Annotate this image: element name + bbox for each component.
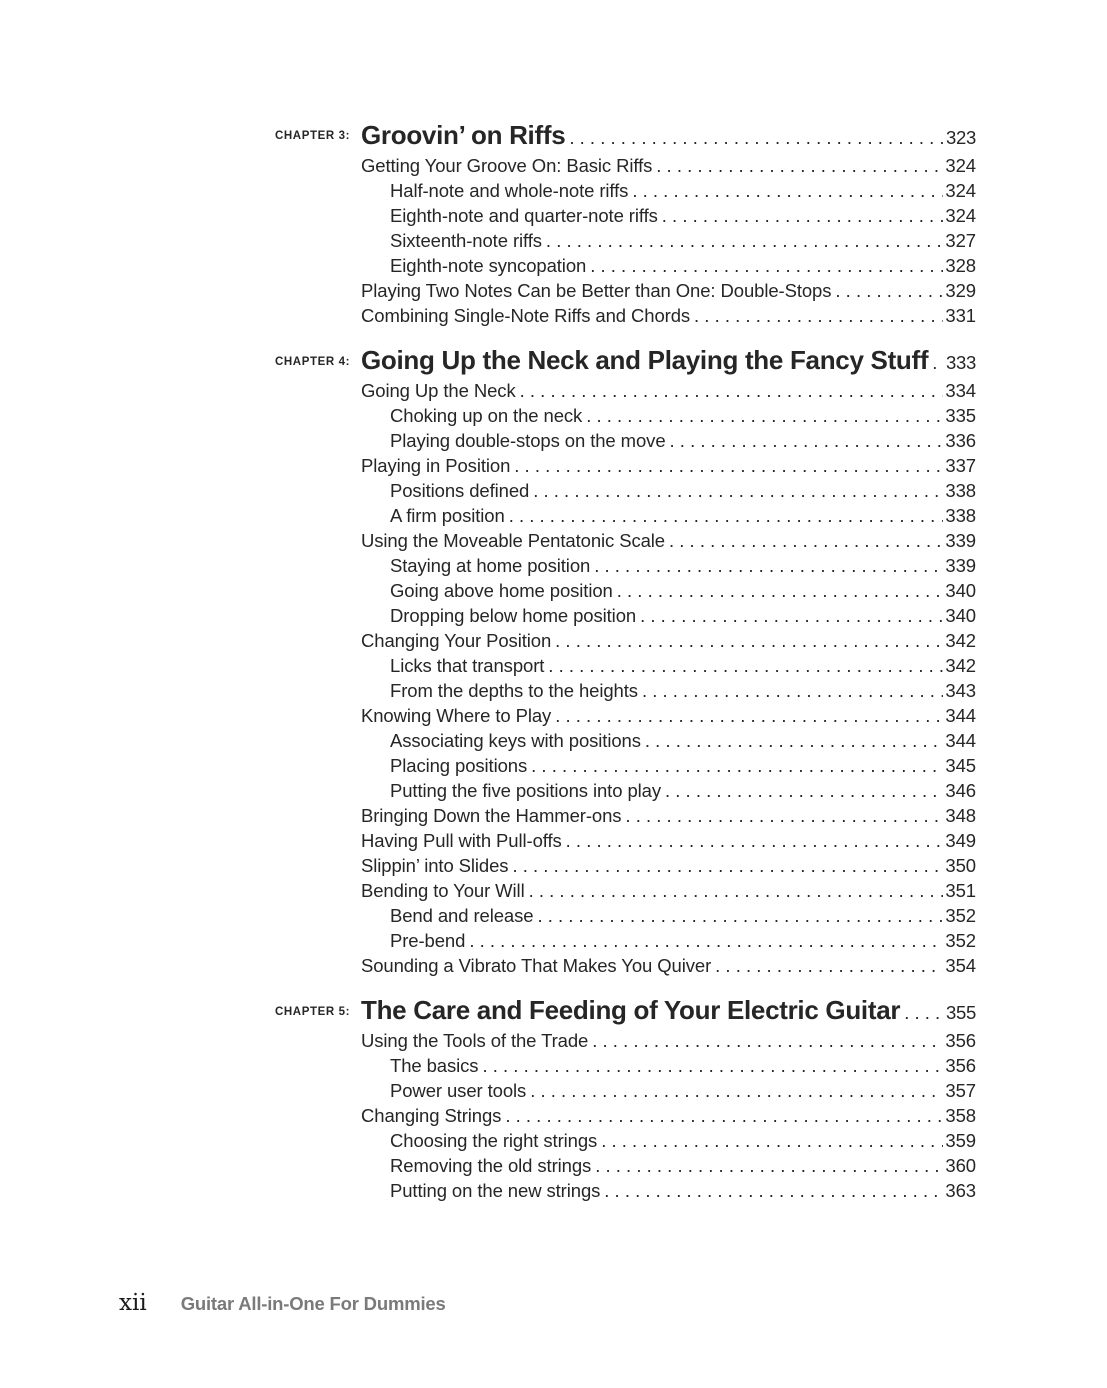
toc-entry[interactable] — [361, 528, 976, 553]
dot-leader — [525, 878, 944, 903]
toc-entry[interactable] — [361, 628, 976, 653]
chapter-label: CHAPTER 3: — [275, 130, 351, 142]
entry-title: Dropping below home position — [390, 605, 637, 626]
toc-subentry[interactable] — [390, 778, 976, 803]
dot-leader — [465, 928, 943, 953]
toc-subentry[interactable] — [390, 653, 976, 678]
dot-leader — [628, 178, 943, 203]
page-number: 344 — [945, 705, 976, 726]
toc-subentry[interactable] — [390, 178, 976, 203]
page-number: 329 — [945, 280, 976, 301]
toc-subentry[interactable] — [390, 478, 976, 503]
toc-entry[interactable] — [361, 278, 976, 303]
toc-subentry[interactable] — [390, 403, 976, 428]
dot-leader — [516, 378, 944, 403]
entry-title: Putting on the new strings — [390, 1180, 601, 1201]
entry-title: The basics — [390, 1055, 479, 1076]
dot-leader — [665, 528, 943, 553]
toc-entry[interactable] — [361, 453, 976, 478]
entry-title: Eighth-note syncopation — [390, 255, 587, 276]
page-number: 339 — [945, 555, 976, 576]
toc-subentry[interactable] — [390, 1153, 976, 1178]
entry-title: Going Up the Neck — [361, 380, 516, 401]
toc-entry[interactable] — [361, 1103, 976, 1128]
dot-leader — [542, 228, 944, 253]
page-number: 333 — [946, 352, 976, 373]
entry-title: Bending to Your Will — [361, 880, 525, 901]
toc-entry[interactable] — [361, 153, 976, 178]
entry-title: From the depths to the heights — [390, 680, 638, 701]
dot-leader — [928, 346, 944, 377]
dot-leader — [690, 303, 943, 328]
dot-leader — [501, 1103, 943, 1128]
entry-title: Pre-bend — [390, 930, 466, 951]
entry-title: Associating keys with positions — [390, 730, 641, 751]
toc-subentry[interactable] — [390, 928, 976, 953]
dot-leader — [562, 828, 944, 853]
page-number: 356 — [945, 1055, 976, 1076]
entry-title: Getting Your Groove On: Basic Riffs — [361, 155, 653, 176]
entry-title: Playing double-stops on the move — [390, 430, 666, 451]
toc-entry[interactable] — [361, 703, 976, 728]
page-number: 363 — [945, 1180, 976, 1201]
dot-leader — [652, 153, 943, 178]
entry-title: Going above home position — [390, 580, 613, 601]
dot-leader — [478, 1053, 943, 1078]
dot-leader — [621, 803, 943, 828]
toc-subentry[interactable] — [390, 1053, 976, 1078]
entry-title: Bend and release — [390, 905, 534, 926]
chapter-title: The Care and Feeding of Your Electric Guitar — [361, 995, 901, 1025]
chapter-title: Groovin’ on Riffs — [361, 120, 566, 150]
toc-entry[interactable] — [361, 303, 976, 328]
page-number: 340 — [945, 605, 976, 626]
entry-title: Eighth-note and quarter-note riffs — [390, 205, 658, 226]
page-number: 336 — [945, 430, 976, 451]
toc-entry[interactable] — [361, 1028, 976, 1053]
entry-title: Positions defined — [390, 480, 530, 501]
dot-leader — [661, 778, 943, 803]
dot-leader — [597, 1128, 943, 1153]
toc-entry[interactable] — [361, 378, 976, 403]
entry-title: Sixteenth-note riffs — [390, 230, 542, 251]
dot-leader — [613, 578, 944, 603]
entry-title: Removing the old strings — [390, 1155, 592, 1176]
page-number: 350 — [945, 855, 976, 876]
dot-leader — [529, 478, 943, 503]
toc-entry[interactable] — [361, 803, 976, 828]
page-number: 355 — [946, 1002, 976, 1023]
page-number: 342 — [945, 630, 976, 651]
entry-title: Choking up on the neck — [390, 405, 583, 426]
dot-leader — [658, 203, 944, 228]
toc-entry[interactable] — [361, 853, 976, 878]
dot-leader — [590, 553, 943, 578]
entry-title: Combining Single-Note Riffs and Chords — [361, 305, 691, 326]
dot-leader — [544, 653, 943, 678]
toc-subentry[interactable] — [390, 753, 976, 778]
page-number: 345 — [945, 755, 976, 776]
entry-title: Playing in Position — [361, 455, 511, 476]
toc-entry[interactable] — [361, 828, 976, 853]
toc-subentry[interactable] — [390, 503, 976, 528]
dot-leader — [600, 1178, 943, 1203]
dot-leader — [527, 753, 943, 778]
entry-title: Using the Moveable Pentatonic Scale — [361, 530, 665, 551]
entry-title: Placing positions — [390, 755, 528, 776]
toc-subentry[interactable] — [390, 428, 976, 453]
chapter-label: CHAPTER 4: — [275, 356, 351, 368]
page-number: 331 — [945, 305, 976, 326]
dot-leader — [565, 121, 944, 152]
chapter-heading[interactable] — [361, 343, 976, 377]
page-number: 323 — [946, 127, 976, 148]
page-number: 324 — [945, 155, 976, 176]
page-number: 349 — [945, 830, 976, 851]
dot-leader — [582, 403, 943, 428]
dot-leader — [638, 678, 943, 703]
dot-leader — [510, 453, 943, 478]
toc-subentry[interactable] — [390, 1128, 976, 1153]
dot-leader — [666, 428, 944, 453]
toc-subentry[interactable] — [390, 678, 976, 703]
toc-subentry[interactable] — [390, 1178, 976, 1203]
page-number: 348 — [945, 805, 976, 826]
entry-title: Half-note and whole-note riffs — [390, 180, 629, 201]
page-number: 334 — [945, 380, 976, 401]
toc-subentry[interactable] — [390, 903, 976, 928]
page-folio: xii — [119, 1290, 147, 1316]
page-number: 338 — [945, 505, 976, 526]
entry-title: Changing Strings — [361, 1105, 502, 1126]
page-number: 346 — [945, 780, 976, 801]
page-number: 356 — [945, 1030, 976, 1051]
page-number: 359 — [945, 1130, 976, 1151]
toc-subentry[interactable] — [390, 603, 976, 628]
running-book-title: Guitar All-in-One For Dummies — [180, 1293, 446, 1314]
page-number: 324 — [945, 180, 976, 201]
chapter-heading[interactable] — [361, 118, 976, 152]
page-number: 358 — [945, 1105, 976, 1126]
page-number: 338 — [945, 480, 976, 501]
toc-subentry[interactable] — [390, 1078, 976, 1103]
page-number: 339 — [945, 530, 976, 551]
entry-title: Staying at home position — [390, 555, 591, 576]
dot-leader — [526, 1078, 943, 1103]
toc-subentry[interactable] — [390, 728, 976, 753]
dot-leader — [641, 728, 944, 753]
page-number: 335 — [945, 405, 976, 426]
page-number: 354 — [945, 955, 976, 976]
page-number: 360 — [945, 1155, 976, 1176]
dot-leader — [551, 703, 943, 728]
dot-leader — [533, 903, 943, 928]
toc-subentry[interactable] — [390, 203, 976, 228]
toc-subentry[interactable] — [390, 228, 976, 253]
dot-leader — [636, 603, 943, 628]
page-number: 324 — [945, 205, 976, 226]
dot-leader — [505, 503, 944, 528]
page-number: 344 — [945, 730, 976, 751]
dot-leader — [591, 1153, 943, 1178]
toc-subentry[interactable] — [390, 253, 976, 278]
entry-title: Changing Your Position — [361, 630, 552, 651]
entry-title: Choosing the right strings — [390, 1130, 598, 1151]
page-number: 340 — [945, 580, 976, 601]
entry-title: Sounding a Vibrato That Makes You Quiver — [361, 955, 712, 976]
dot-leader — [588, 1028, 943, 1053]
entry-title: Slippin’ into Slides — [361, 855, 509, 876]
page-number: 351 — [945, 880, 976, 901]
toc-subentry[interactable] — [390, 578, 976, 603]
entry-title: Knowing Where to Play — [361, 705, 552, 726]
page-number: 328 — [945, 255, 976, 276]
page-number: 352 — [945, 905, 976, 926]
page-number: 357 — [945, 1080, 976, 1101]
entry-title: Playing Two Notes Can be Better than One: Double-Stops — [361, 280, 832, 301]
page-number: 352 — [945, 930, 976, 951]
dot-leader — [900, 996, 944, 1027]
chapter-title: Going Up the Neck and Playing the Fancy Stuff — [361, 345, 929, 375]
toc-subentry[interactable] — [390, 553, 976, 578]
dot-leader — [586, 253, 943, 278]
toc-entry[interactable] — [361, 878, 976, 903]
entry-title: Using the Tools of the Trade — [361, 1030, 589, 1051]
toc-entry[interactable] — [361, 953, 976, 978]
chapter-heading[interactable] — [361, 993, 976, 1027]
page-number: 337 — [945, 455, 976, 476]
dot-leader — [711, 953, 943, 978]
page-number: 343 — [945, 680, 976, 701]
entry-title: Power user tools — [390, 1080, 527, 1101]
dot-leader — [508, 853, 943, 878]
page-footer — [119, 1290, 446, 1316]
entry-title: A firm position — [390, 505, 505, 526]
page-number: 327 — [945, 230, 976, 251]
entry-title: Putting the five positions into play — [390, 780, 661, 801]
entry-title: Licks that transport — [390, 655, 545, 676]
entry-title: Bringing Down the Hammer-ons — [361, 805, 622, 826]
chapter-label: CHAPTER 5: — [275, 1006, 351, 1018]
dot-leader — [551, 628, 943, 653]
page-number: 342 — [945, 655, 976, 676]
dot-leader — [831, 278, 943, 303]
entry-title: Having Pull with Pull-offs — [361, 830, 562, 851]
